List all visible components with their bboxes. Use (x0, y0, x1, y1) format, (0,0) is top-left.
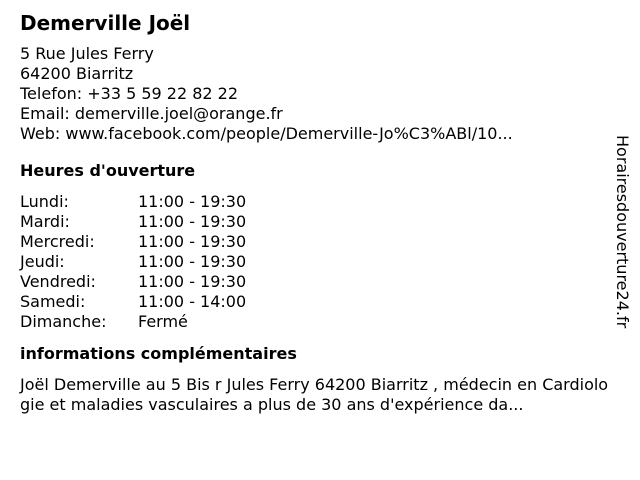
hours-row (20, 192, 610, 212)
day-time: 11:00 - 19:30 (138, 252, 247, 271)
day-label: Vendredi: (20, 272, 96, 291)
day-label: Mardi: (20, 212, 70, 231)
business-card (20, 10, 610, 415)
hours-row (20, 272, 610, 292)
site-watermark: Horairesdouverture24.fr (613, 135, 632, 329)
hours-table (20, 192, 610, 332)
day-time: 11:00 - 19:30 (138, 272, 247, 291)
email[interactable]: Email: demerville.joel@orange.fr (20, 104, 283, 123)
hours-row (20, 232, 610, 252)
hours-row (20, 252, 610, 272)
day-time: 11:00 - 19:30 (138, 192, 247, 211)
hours-title: Heures d'ouverture (20, 161, 196, 180)
info-title: informations complémentaires (20, 344, 297, 363)
day-label: Jeudi: (20, 252, 65, 271)
hours-row (20, 312, 610, 332)
street: 5 Rue Jules Ferry (20, 44, 154, 63)
day-time: Fermé (138, 312, 188, 331)
day-time: 11:00 - 19:30 (138, 212, 247, 231)
business-name: Demerville Joël (20, 11, 191, 35)
phone[interactable]: Telefon: +33 5 59 22 82 22 (20, 84, 239, 103)
address-block (20, 44, 610, 144)
city: 64200 Biarritz (20, 64, 134, 83)
hours-row (20, 212, 610, 232)
day-label: Dimanche: (20, 312, 107, 331)
day-label: Samedi: (20, 292, 86, 311)
website[interactable]: Web: www.facebook.com/people/Demerville-Jo%C3%ABl/10... (20, 124, 513, 143)
day-time: 11:00 - 19:30 (138, 232, 247, 251)
hours-row (20, 292, 610, 312)
info-text: Joël Demerville au 5 Bis r Jules Ferry 64200 Biarritz , médecin en Cardiologie et maladies vasculaires a plus de 30 ans d'expérience da... (20, 375, 609, 414)
day-label: Lundi: (20, 192, 69, 211)
day-time: 11:00 - 14:00 (138, 292, 247, 311)
day-label: Mercredi: (20, 232, 95, 251)
